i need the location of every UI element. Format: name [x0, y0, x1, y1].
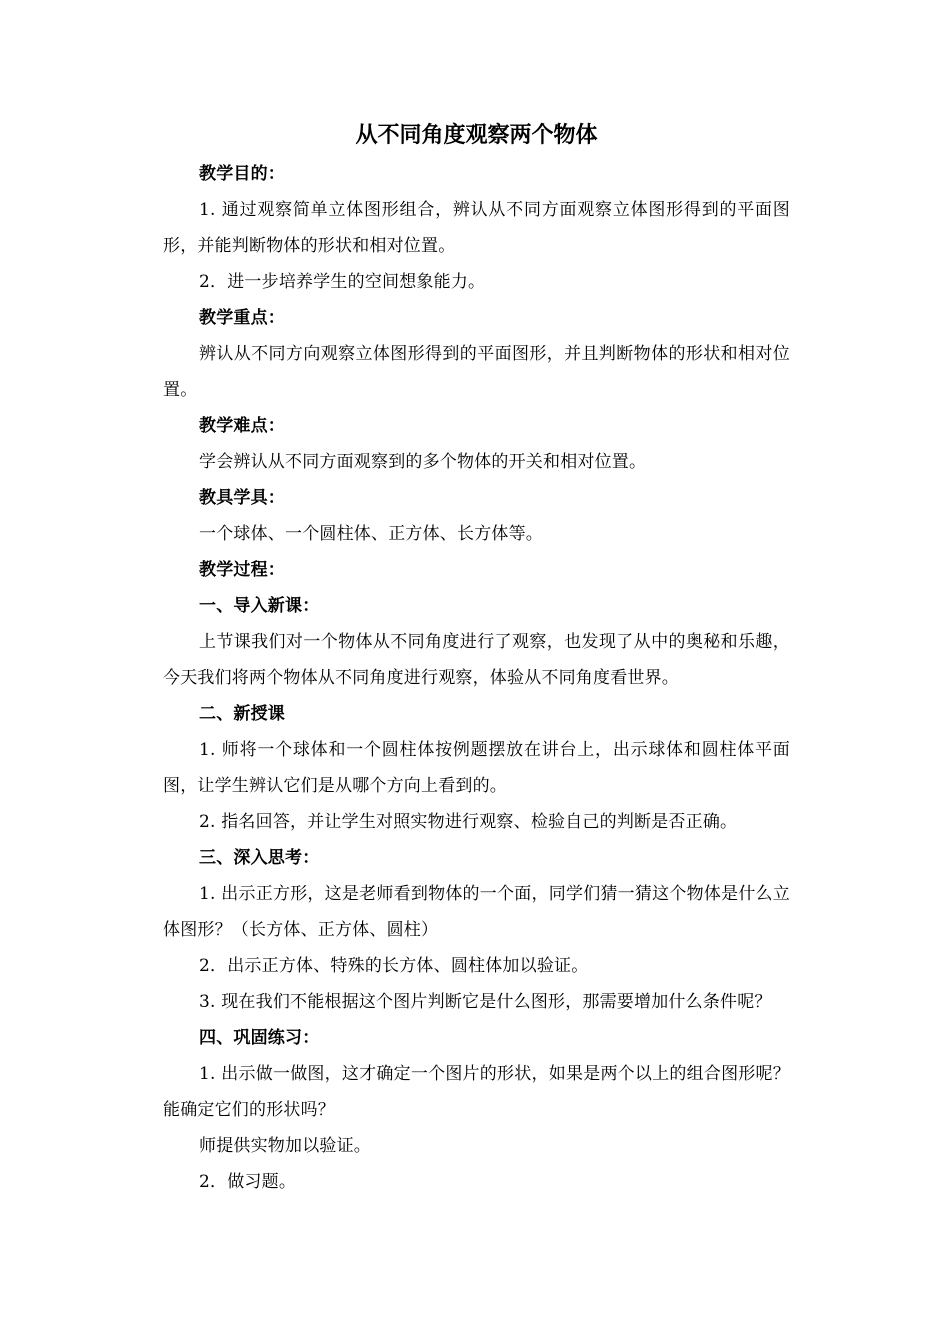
section-heading-practice: 四、巩固练习：: [199, 1028, 320, 1048]
section-heading-process: 教学过程：: [199, 560, 285, 580]
section-heading-objectives: 教学目的：: [199, 164, 285, 184]
body-paragraph: 2．出示正方体、特殊的长方体、圆柱体加以验证。: [199, 956, 589, 976]
section-heading-intro: 一、导入新课：: [199, 596, 320, 616]
body-paragraph: 1. 出示做一做图，这才确定一个图片的形状，如果是两个以上的组合图形呢？能确定它们的形状吗？: [163, 1064, 790, 1120]
body-paragraph: 3. 现在我们不能根据这个图片判断它是什么图形，那需要增加什么条件呢？: [199, 992, 772, 1012]
body-paragraph: 1. 通过观察简单立体图形组合，辨认从不同方面观察立体图形得到的平面图形，并能判断物体的形状和相对位置。: [163, 200, 790, 256]
body-paragraph: 2．进一步培养学生的空间想象能力。: [199, 272, 486, 292]
body-paragraph: 上节课我们对一个物体从不同角度进行了观察，也发现了从中的奥秘和乐趣，今天我们将两个物体从不同角度进行观察，体验从不同角度看世界。: [163, 632, 790, 688]
section-heading-key-points: 教学重点：: [199, 308, 285, 328]
body-paragraph: 2．做习题。: [199, 1172, 297, 1192]
body-paragraph: 一个球体、一个圆柱体、正方体、长方体等。: [199, 524, 543, 544]
section-heading-new-lesson: 二、新授课: [199, 704, 285, 724]
section-heading-materials: 教具学具：: [199, 488, 285, 508]
section-heading-difficulties: 教学难点：: [199, 416, 285, 436]
body-paragraph: 1. 师将一个球体和一个圆柱体按例题摆放在讲台上，出示球体和圆柱体平面图，让学生辨认它们是从哪个方向上看到的。: [163, 740, 790, 796]
body-paragraph: 1. 出示正方形，这是老师看到物体的一个面，同学们猜一猜这个物体是什么立体图形？（长方体、正方体、圆柱）: [163, 884, 790, 940]
section-heading-deep-thinking: 三、深入思考：: [199, 848, 320, 868]
document-page: [163, 118, 790, 1200]
body-paragraph: 师提供实物加以验证。: [199, 1136, 371, 1156]
body-paragraph: 辨认从不同方向观察立体图形得到的平面图形，并且判断物体的形状和相对位置。: [163, 344, 790, 400]
document-title: 从不同角度观察两个物体: [355, 122, 598, 148]
body-paragraph: 2. 指名回答，并让学生对照实物进行观察、检验自己的判断是否正确。: [199, 812, 738, 832]
body-paragraph: 学会辨认从不同方面观察到的多个物体的开关和相对位置。: [199, 452, 647, 472]
